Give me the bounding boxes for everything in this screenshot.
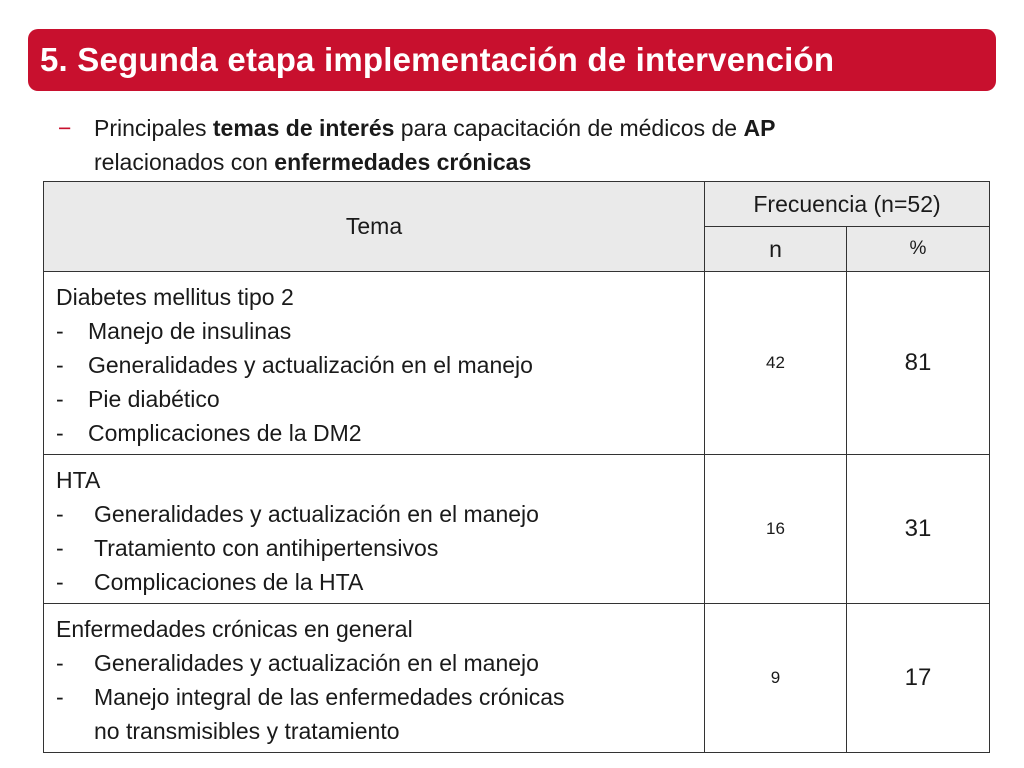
header-n: n: [705, 227, 847, 272]
tema-item: - Complicaciones de la DM2: [56, 420, 362, 446]
tema-cell: [44, 604, 705, 753]
tema-item: no transmisibles y tratamiento: [94, 718, 400, 744]
bullet-dash-icon: −: [58, 115, 72, 141]
tema-item: - Manejo de insulinas: [56, 318, 292, 344]
n-value: 16: [705, 455, 847, 604]
intro-text-part: para capacitación de médicos de: [394, 115, 744, 141]
header-pct: %: [847, 227, 990, 272]
tema-cell: [44, 272, 705, 455]
header-tema: Tema: [44, 182, 705, 272]
tema-item: - Generalidades y actualización en el manejo: [56, 501, 539, 527]
intro-bold-temas: temas de interés: [212, 115, 395, 141]
intro-bullet: [58, 111, 978, 179]
intro-bold-enfermedades: enfermedades crónicas: [274, 149, 532, 175]
intro-text: [94, 111, 978, 179]
table-row: [44, 455, 990, 604]
intro-text-part: relacionados con: [94, 149, 275, 175]
intro-bold-ap: AP: [743, 115, 776, 141]
tema-cell: [44, 455, 705, 604]
tema-item: - Complicaciones de la HTA: [56, 569, 364, 595]
pct-value: 17: [847, 604, 990, 753]
tema-item: - Generalidades y actualización en el manejo: [56, 352, 533, 378]
slide-title: 5. Segunda etapa implementación de intervención: [40, 41, 835, 78]
tema-item: - Tratamiento con antihipertensivos: [56, 535, 439, 561]
n-value: 9: [705, 604, 847, 753]
n-value: 42: [705, 272, 847, 455]
tema-title: Enfermedades crónicas en general: [56, 616, 413, 642]
topics-table: [43, 181, 990, 753]
tema-item: - Manejo integral de las enfermedades crónicas: [56, 684, 565, 710]
table-row: [44, 272, 990, 455]
table-row: [44, 604, 990, 753]
tema-title: HTA: [56, 467, 101, 493]
pct-value: 81: [847, 272, 990, 455]
intro-text-part: Principales: [94, 115, 213, 141]
slide-title-bar: [28, 29, 996, 91]
header-frecuencia: Frecuencia (n=52): [705, 182, 990, 227]
tema-item: - Generalidades y actualización en el manejo: [56, 650, 539, 676]
tema-item: - Pie diabético: [56, 386, 220, 412]
pct-value: 31: [847, 455, 990, 604]
tema-title: Diabetes mellitus tipo 2: [56, 284, 294, 310]
